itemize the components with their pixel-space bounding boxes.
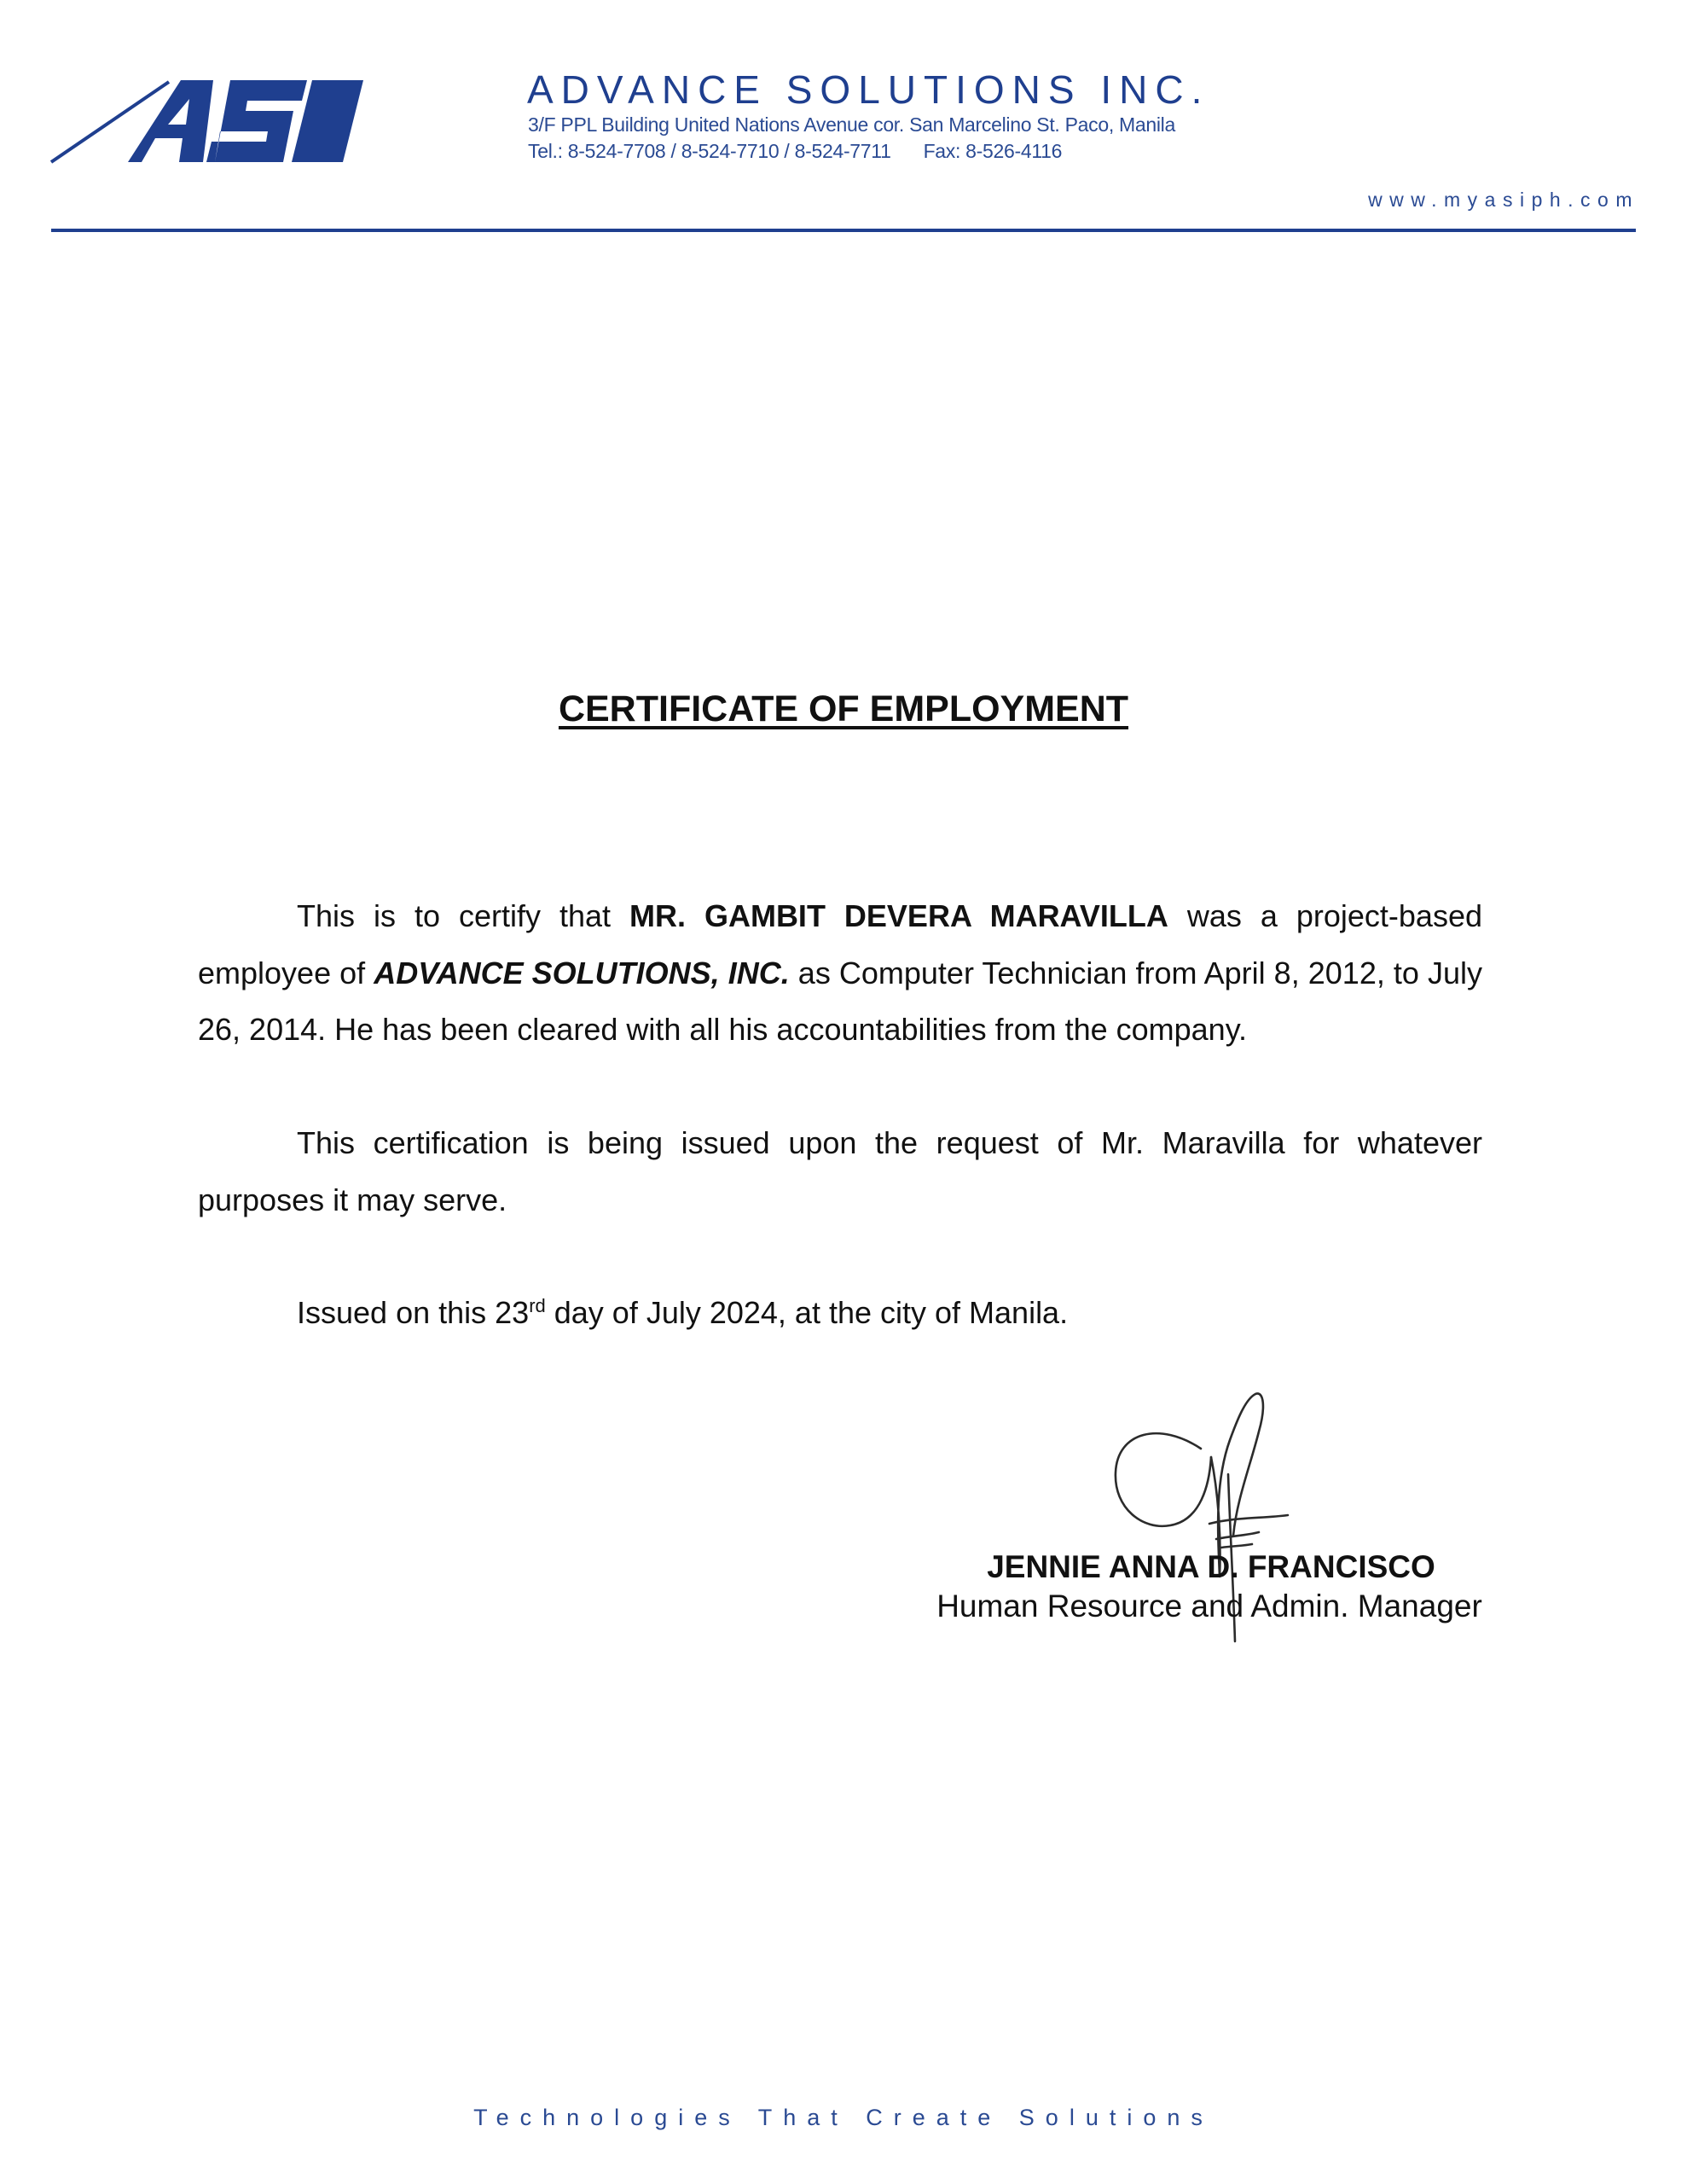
- company-logo: [49, 75, 365, 165]
- document-title: CERTIFICATE OF EMPLOYMENT: [558, 688, 1129, 729]
- signatory-name: JENNIE ANNA D. FRANCISCO: [987, 1549, 1435, 1584]
- company-fax: Fax: 8-526-4116: [923, 140, 1063, 162]
- issue-date-prefix: Issued on this 23: [297, 1295, 530, 1330]
- certification-paragraph: [198, 888, 1482, 1059]
- purpose-paragraph: This certification is being issued upon the request of Mr. Maravilla for whatever purposes it may serve.: [198, 1125, 1482, 1217]
- signatory-title: Human Resource and Admin. Manager: [936, 1589, 1482, 1623]
- para1-intro: This is to certify that: [297, 898, 629, 933]
- para1-end: as Computer Technician from April 8, 2012, to July 26, 2014. He has been cleared with all his accountabilities from the company.: [198, 955, 1483, 1047]
- header-divider: [51, 229, 1636, 232]
- ordinal-suffix: rd: [529, 1295, 546, 1316]
- company-tagline: Technologies That Create Solutions: [473, 2105, 1214, 2130]
- employer-name: ADVANCE SOLUTIONS, INC.: [374, 955, 790, 990]
- company-telephone: Tel.: 8-524-7708 / 8-524-7710 / 8-524-7711: [528, 140, 891, 162]
- company-contact-line: [528, 142, 1062, 161]
- company-name: ADVANCE SOLUTIONS INC.: [527, 67, 1210, 112]
- para1-mid: was a project-based employee of: [198, 898, 1482, 990]
- company-address: 3/F PPL Building United Nations Avenue cor. San Marcelino St. Paco, Manila: [528, 113, 1175, 136]
- issuance-paragraph: [198, 1285, 1482, 1342]
- issue-date-suffix: day of July 2024, at the city of Manila.: [545, 1295, 1069, 1330]
- employee-name: MR. GAMBIT DEVERA MARAVILLA: [629, 898, 1168, 933]
- company-website: www.myasiph.com: [1368, 189, 1639, 211]
